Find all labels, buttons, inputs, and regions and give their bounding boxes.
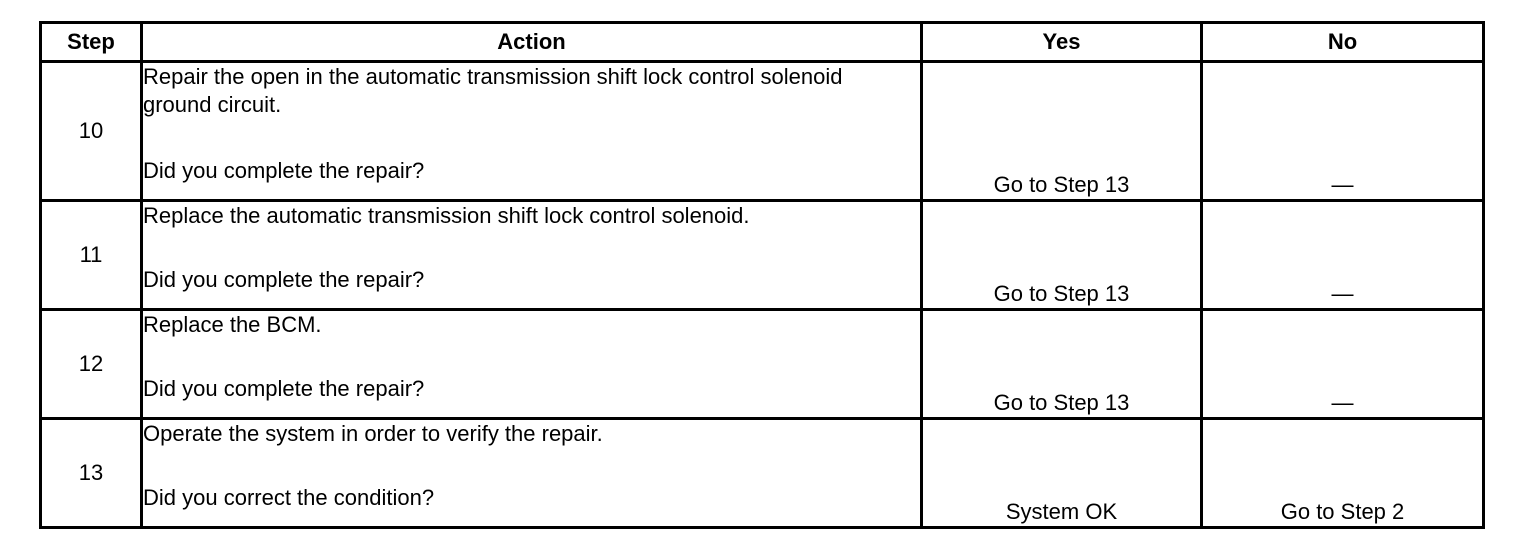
step-number: 11 xyxy=(41,201,142,310)
no-result: Go to Step 2 xyxy=(1202,419,1484,528)
yes-result: Go to Step 13 xyxy=(922,201,1202,310)
action-cell xyxy=(142,62,922,201)
action-question: Did you correct the condition? xyxy=(143,485,435,510)
yes-result: Go to Step 13 xyxy=(922,62,1202,201)
action-cell xyxy=(142,201,922,310)
yes-result: Go to Step 13 xyxy=(922,310,1202,419)
action-cell xyxy=(142,419,922,528)
step-number: 10 xyxy=(41,62,142,201)
action-question: Did you complete the repair? xyxy=(143,158,425,183)
table-row xyxy=(41,62,1484,201)
table-header-row xyxy=(41,23,1484,62)
action-cell xyxy=(142,310,922,419)
no-result: — xyxy=(1202,62,1484,201)
action-question: Did you complete the repair? xyxy=(143,376,425,401)
header-action: Action xyxy=(142,23,922,62)
step-number: 13 xyxy=(41,419,142,528)
yes-result: System OK xyxy=(922,419,1202,528)
action-instruction: Replace the automatic transmission shift lock control solenoid. xyxy=(143,203,750,228)
action-instruction: Operate the system in order to verify the repair. xyxy=(143,421,603,446)
table-row xyxy=(41,419,1484,528)
header-step: Step xyxy=(41,23,142,62)
diagnostic-table xyxy=(39,21,1485,529)
no-result: — xyxy=(1202,201,1484,310)
step-number: 12 xyxy=(41,310,142,419)
action-instruction: Replace the BCM. xyxy=(143,312,322,337)
table-row xyxy=(41,201,1484,310)
action-instruction: Repair the open in the automatic transmission shift lock control solenoid ground circuit. xyxy=(143,64,843,117)
header-no: No xyxy=(1202,23,1484,62)
no-result: — xyxy=(1202,310,1484,419)
header-yes: Yes xyxy=(922,23,1202,62)
table-row xyxy=(41,310,1484,419)
action-question: Did you complete the repair? xyxy=(143,267,425,292)
